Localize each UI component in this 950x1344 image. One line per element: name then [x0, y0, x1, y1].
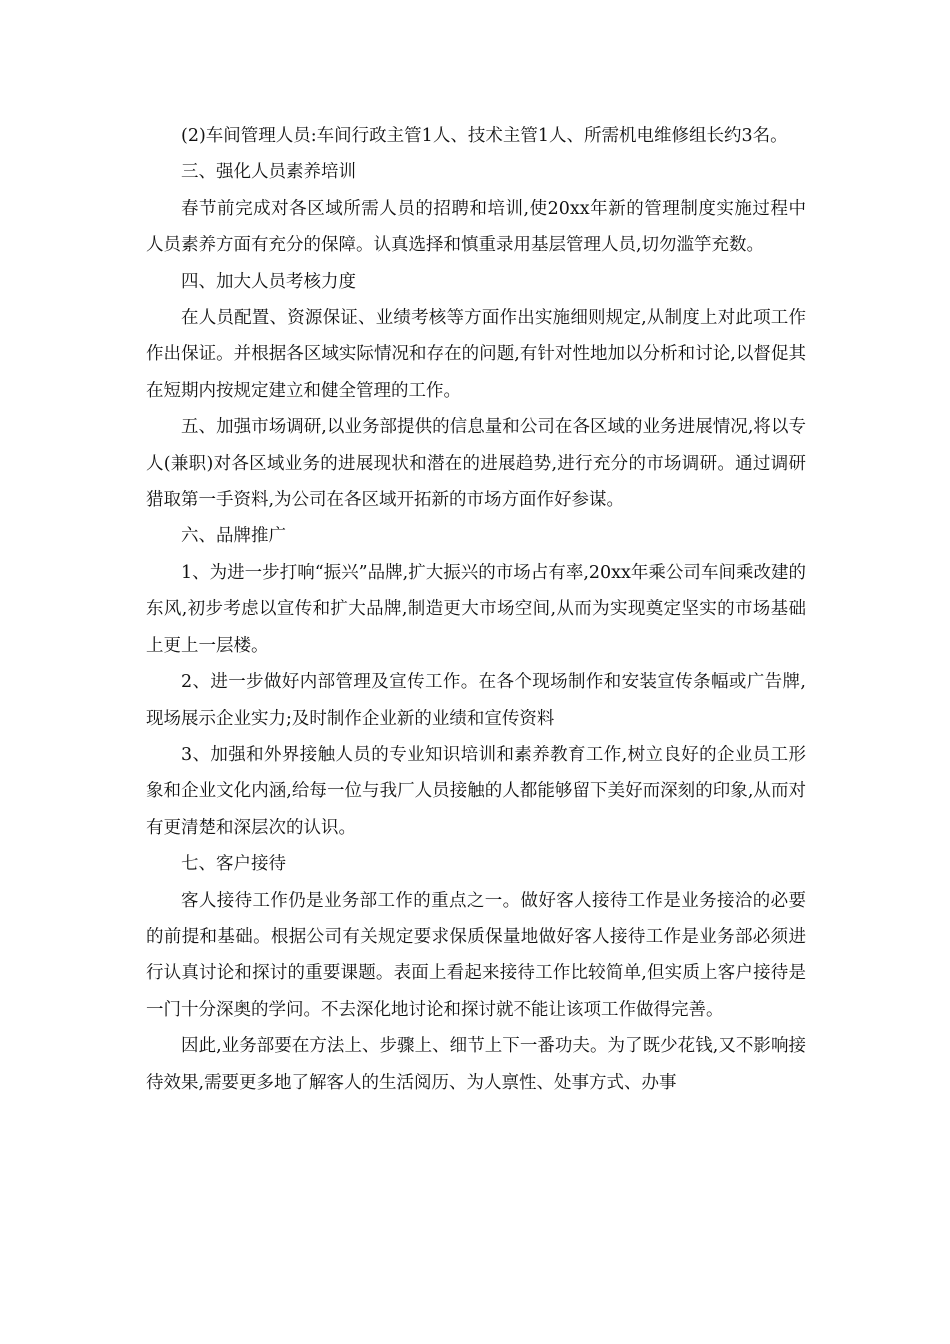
paragraph-brand-1: 1、为进一步打响“振兴”品牌,扩大振兴的市场占有率,20xx年乘公司车间乘改建的东风,初步考虑以宣传和扩大品牌,制造更大市场空间,从而为实现奠定坚实的市场基础上更上一层楼。	[146, 562, 806, 656]
heading-training: 三、强化人员素养培训	[181, 162, 356, 183]
heading-assessment: 四、加大人员考核力度	[181, 271, 356, 292]
heading-brand: 六、品牌推广	[181, 526, 286, 547]
paragraph-method: 因此,业务部要在方法上、步骤上、细节上下一番功夫。为了既少花钱,又不影响接待效果,需要更多地了解客人的生活阅历、为人禀性、处事方式、办事	[146, 1036, 806, 1093]
paragraph-brand-3: 3、加强和外界接触人员的专业知识培训和素养教育工作,树立良好的企业员工形象和企业文化内涵,给每一位与我厂人员接触的人都能够留下美好而深刻的印象,从而对有更清楚和深层次的认识。	[146, 744, 806, 838]
paragraph-training: 春节前完成对各区域所需人员的招聘和培训,使20xx年新的管理制度实施过程中人员素养方面有充分的保障。认真选择和慎重录用基层管理人员,切勿滥竽充数。	[146, 198, 806, 256]
paragraph-reception: 客人接待工作仍是业务部工作的重点之一。做好客人接待工作是业务接洽的必要的前提和基础。根据公司有关规定要求保质保量地做好客人接待工作是业务部必须进行认真讨论和探讨的重要课题。表面上看起来接待工作比较简单,但实质上客户接待是一门十分深奥的学问。不去深化地讨论和探讨就不能让该项工作做得完善。	[146, 890, 806, 1020]
paragraph-brand-2: 2、进一步做好内部管理及宣传工作。在各个现场制作和安装宣传条幅或广告牌,现场展示企业实力;及时制作企业新的业绩和宣传资料	[146, 672, 806, 729]
document-body	[146, 118, 806, 1101]
heading-reception: 七、客户接待	[181, 854, 286, 875]
paragraph-workshop-staff: (2)车间管理人员:车间行政主管1人、技术主管1人、所需机电维修组长约3名。	[181, 126, 788, 146]
paragraph-assessment: 在人员配置、资源保证、业绩考核等方面作出实施细则规定,从制度上对此项工作作出保证。并根据各区域实际情况和存在的问题,有针对性地加以分析和讨论,以督促其在短期内按规定建立和健全管理的工作。	[146, 308, 806, 401]
paragraph-market-research: 五、加强市场调研,以业务部提供的信息量和公司在各区域的业务进展情况,将以专人(兼职)对各区域业务的进展现状和潜在的进展趋势,进行充分的市场调研。通过调研猎取第一手资料,为公司在各区域开拓新的市场方面作好参谋。	[146, 417, 806, 511]
